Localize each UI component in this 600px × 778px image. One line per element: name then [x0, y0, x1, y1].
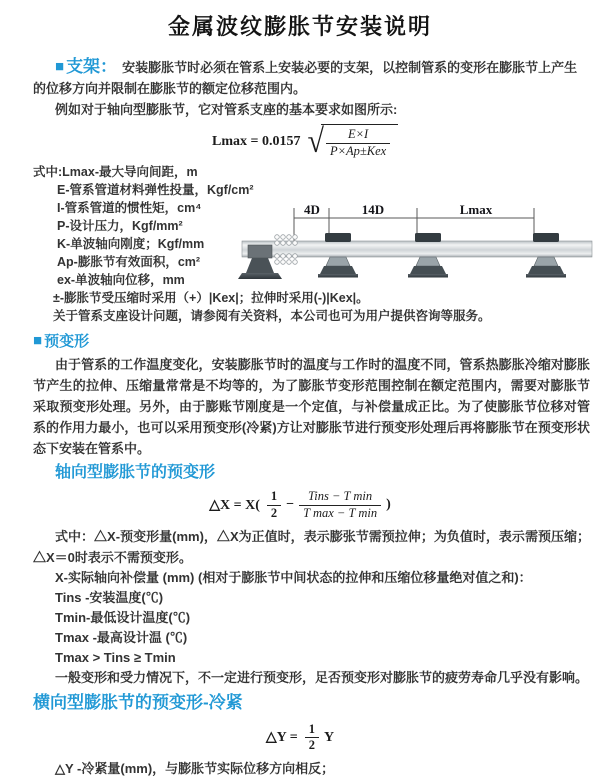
- dimension-label-14d: 14D: [361, 202, 385, 217]
- half-fraction: [267, 489, 281, 521]
- support-intro-text: 安装膨胀节时必须在管系上安装必要的支架，以控制管系的变形在膨胀节上产生的位移方向并限制在膨胀节的额定位移范围内。: [33, 60, 578, 96]
- axial-item: Tmax > Tins ≥ Tmin: [55, 649, 176, 665]
- sqrt-group: [307, 124, 398, 159]
- document-page: [0, 10, 600, 776]
- axial-formula-rhs: ): [386, 497, 391, 513]
- lateral-subsection-heading: 横向型膨胀节的预变形-冷紧: [33, 692, 243, 712]
- axial-explanation: 式中：△X-预变形量(mm)，△X为正值时，表示膨张节需预拉伸；为负值时，表示需预压缩；△X＝0时表示不需预变形。: [33, 528, 590, 565]
- lmax-formula: [212, 124, 600, 159]
- half-fraction-denominator: 2: [308, 738, 315, 753]
- axial-formula-lhs: △X = X(: [209, 497, 260, 513]
- axial-subsection-heading: 轴向型膨胀节的预变形: [55, 464, 216, 482]
- lmax-fraction-denominator: P×Ap±Kex: [329, 143, 387, 158]
- half-fraction: [305, 722, 319, 754]
- pipe-support-diagram: [236, 200, 598, 290]
- sqrt-radical-icon: √: [307, 122, 324, 160]
- definition-line: K-单波轴向刚度；Kgf/mm: [57, 237, 205, 252]
- half-fraction-numerator: 1: [305, 722, 319, 739]
- definition-line: 关于管系支座设计问题，请参阅有关资料，本公司也可为用户提供咨询等服务。: [53, 309, 491, 324]
- definition-line: ex-单波轴向位移，mm: [57, 273, 185, 288]
- axial-item: Tins -安装温度(℃): [55, 589, 164, 605]
- lateral-formula-rhs: Y: [323, 729, 335, 745]
- definition-line: Ap-膨胀节有效面积，cm²: [57, 255, 201, 270]
- lmax-fraction-numerator: E×I: [326, 127, 390, 144]
- temperature-fraction-numerator: Tins − T min: [299, 489, 381, 506]
- lmax-formula-lhs: Lmax = 0.0157: [212, 133, 301, 149]
- support-intro-paragraph: [33, 56, 590, 99]
- preform-section-heading-row: [33, 331, 600, 352]
- axial-item: Tmin-最低设计温度(℃): [55, 609, 191, 625]
- support-section-heading: 支架：: [66, 57, 118, 76]
- temperature-fraction-denominator: T max − T min: [303, 505, 378, 520]
- support-example-line: 例如对于轴向型膨胀节，它对管系支座的基本要求如图所示:: [55, 102, 398, 117]
- lateral-formula: [0, 722, 600, 754]
- sqrt-content: [321, 124, 398, 159]
- page-title: 金属波纹膨胀节安装说明: [167, 14, 432, 39]
- lateral-formula-lhs: △Y =: [265, 730, 298, 746]
- axial-item: Tmax -最高设计温 (℃): [55, 629, 188, 645]
- minus-operator: −: [286, 497, 295, 513]
- dimension-label-4d: 4D: [304, 202, 320, 217]
- dimension-label-lmax: Lmax: [459, 202, 493, 217]
- half-fraction-numerator: 1: [267, 489, 281, 506]
- temperature-fraction: [299, 489, 381, 521]
- preform-paragraph: 由于管系的工作温度变化，安装膨胀节时的温度与工作时的温度不同，管系热膨胀冷缩对膨胀节产生的拉伸、压缩量常常是不均等的，为了膨胀节变形范围控制在额定范围内，需要对膨胀节采取预变形处理。另外，由于膨账节刚度是一个定值，与补偿量成正比。为了使膨胀节位移对管系的作用力最小，也可以采用预变形(冷紧)方让对膨胀节进行预变形处理后再将膨胀节在预变形状态下安装在管系中。: [33, 357, 590, 457]
- preform-section-heading: 预变形: [44, 333, 90, 351]
- pipe-support-diagram-svg: [236, 200, 598, 290]
- definition-line: E-管系管道材料弹性投量，Kgf/cm²: [57, 183, 254, 198]
- axial-item: X-实际轴向补偿量 (mm) (相对于膨胀节中间状态的拉伸和压缩位移量绝对值之和)：: [55, 569, 532, 585]
- definition-line: ±-膨胀节受压缩时采用（+）|Kex|；拉伸时采用(-)|Kex|。: [53, 291, 369, 306]
- axial-items-list: [55, 568, 590, 688]
- half-fraction-denominator: 2: [270, 505, 278, 520]
- axial-formula: [0, 489, 600, 521]
- definition-line: 式中:Lmax-最大导向间距，m: [33, 165, 198, 180]
- lmax-fraction: [326, 127, 390, 159]
- section-square-icon: ■: [33, 332, 43, 350]
- definition-line: I-管系管道的惯性矩，cm⁴: [57, 201, 202, 216]
- axial-item: 一般变形和受力情况下，不一定进行预变形，足否预变形对膨胀节的疲劳寿命几乎没有影响。: [55, 669, 589, 685]
- lateral-note: △Y -冷紧量(mm)，与膨胀节实际位移方向相反；: [55, 760, 335, 776]
- section-square-icon: ■: [55, 58, 65, 75]
- definition-line: P-设计压力，Kgf/mm²: [57, 219, 183, 234]
